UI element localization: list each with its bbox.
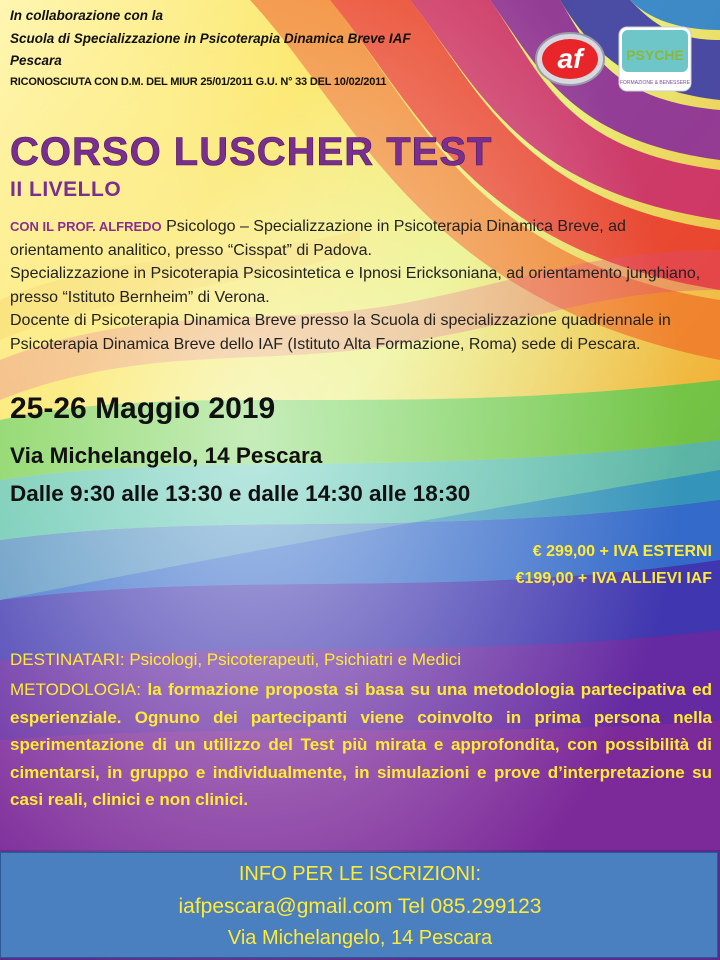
price-students: €199,00 + IVA ALLIEVI IAF bbox=[515, 570, 712, 587]
collab-line-2: Scuola di Specializzazione in Psicoterapia Dinamica Breve IAF bbox=[10, 31, 411, 46]
professor-label: CON IL PROF. ALFREDO bbox=[10, 219, 162, 234]
price-external: € 299,00 + IVA ESTERNI bbox=[532, 543, 712, 560]
audience-value: Psicologi, Psicoterapeuti, Psichiatri e Medici bbox=[124, 650, 461, 669]
methodology-label: METODOLOGIA: bbox=[10, 680, 141, 699]
info-box bbox=[0, 852, 718, 958]
psyche-logo-caption: FORMAZIONE & BENESSERE bbox=[619, 80, 691, 86]
event-date: 25-26 Maggio 2019 bbox=[10, 392, 276, 425]
collab-line-1: In collaborazione con la bbox=[10, 8, 164, 23]
recognition-line: RICONOSCIUTA CON D.M. DEL MIUR 25/01/2011 G.U. N° 33 DEL 10/02/2011 bbox=[10, 76, 387, 88]
info-address: Via Michelangelo, 14 Pescara bbox=[227, 927, 493, 949]
iaf-logo bbox=[533, 30, 607, 88]
info-contact[interactable]: iafpescara@gmail.com Tel 085.299123 bbox=[178, 895, 542, 918]
bio-part-2: Specializzazione in Psicoterapia Psicosintetica e Ipnosi Ericksoniana, ad orientamento junghiano, presso “Istituto Bernheim” di Verona. bbox=[10, 265, 701, 306]
psyche-logo bbox=[618, 26, 692, 92]
event-hours: Dalle 9:30 alle 13:30 e dalle 14:30 alle 18:30 bbox=[10, 481, 471, 506]
professor-bio bbox=[10, 215, 702, 356]
audience-label: DESTINATARI: bbox=[10, 650, 125, 669]
event-address: Via Michelangelo, 14 Pescara bbox=[10, 443, 323, 468]
course-title: CORSO LUSCHER TEST bbox=[10, 130, 493, 174]
methodology-paragraph bbox=[10, 676, 712, 814]
audience-line bbox=[10, 650, 712, 670]
iaf-logo-text: af bbox=[557, 43, 583, 74]
psyche-logo-text: PSYCHE bbox=[626, 47, 684, 63]
methodology-value: la formazione proposta si basa su una metodologia partecipativa ed esperienziale. Ognuno dei partecipanti viene coinvolto in prima persona nella sperimentazione di un utilizzo del Test più mirata e approfondita, con possibilità di cimentarsi, in gruppo e individualmente, in simulazioni e prove d’interpretazione su casi reali, clinici e non clinici. bbox=[10, 680, 712, 809]
bio-part-1: Psicologo – Specializzazione in Psicoterapia Dinamica Breve, ad orientamento analitico, presso “Cisspat” di Padova. bbox=[10, 218, 626, 259]
bio-part-3: Docente di Psicoterapia Dinamica Breve presso la Scuola di specializzazione quadriennale in Psicoterapia Dinamica Breve dello IAF (Istituto Alta Formazione, Roma) sede di Pescara. bbox=[10, 312, 671, 353]
collab-line-3: Pescara bbox=[10, 53, 62, 68]
course-level: II LIVELLO bbox=[10, 178, 122, 201]
info-heading: INFO PER LE ISCRIZIONI: bbox=[238, 863, 482, 885]
